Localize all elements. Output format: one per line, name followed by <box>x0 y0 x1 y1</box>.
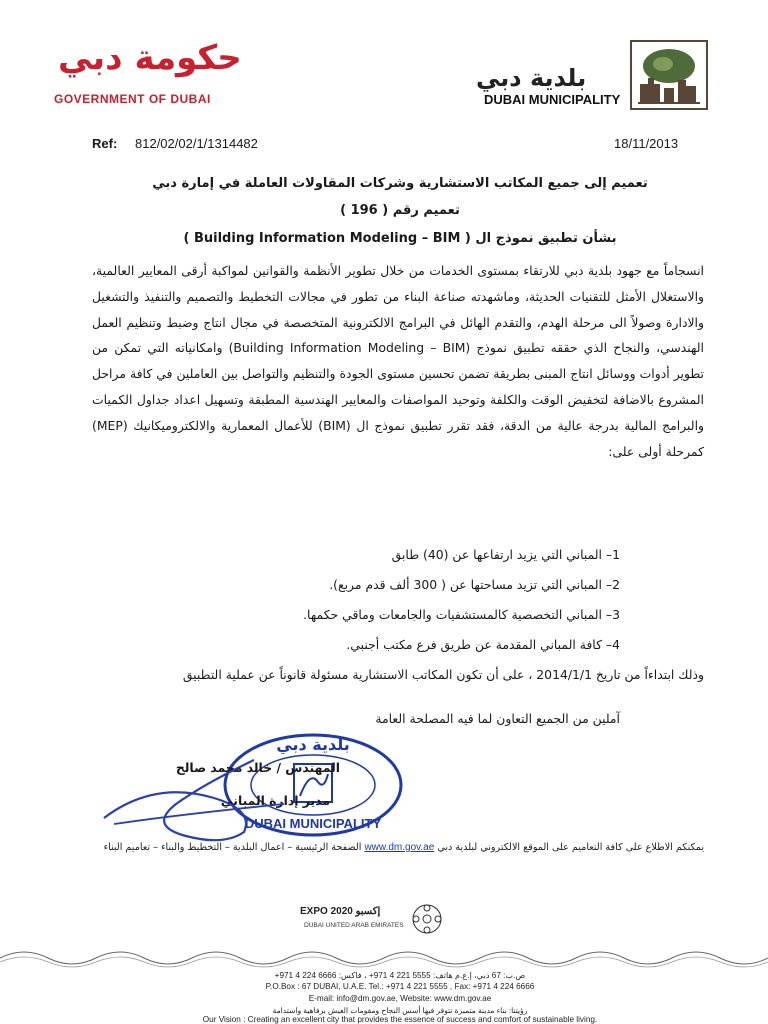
list-item: 4– كافة المباني المقدمة عن طريق فرع مكتب أجنبي. <box>346 637 620 652</box>
circular-subject: بشأن تطبيق نموذج ال ( Building Information Modeling – BIM ) <box>183 231 617 246</box>
signer-title: مدير إدارة المباني <box>220 793 330 808</box>
closing-remark: آملين من الجميع التعاون لما فيه المصلحة العامة <box>375 711 620 726</box>
footer-vision-arabic: رؤيتنا: بناء مدينة متميزة تتوفر فيها أسس النجاح ومقومات العيش برفاهية واستدامة <box>272 1006 528 1015</box>
dubai-municipality-logo-english: DUBAI MUNICIPALITY <box>484 92 621 107</box>
building-criteria-list <box>250 540 620 660</box>
stamp-english-text: DUBAI MUNICIPALITY <box>244 816 382 831</box>
footer-vision-english: Our Vision : Creating an excellent city that provides the essence of success and comfort of sustainable living. <box>202 1015 598 1024</box>
list-item: 1– المباني التي يزيد ارتفاعها عن (40) طابق <box>391 547 620 562</box>
expo-2020-emblem-icon <box>410 902 444 936</box>
signer-name: المهندس / خالد محمد صالح <box>175 760 340 775</box>
letter-date: 18/11/2013 <box>614 136 679 151</box>
dubai-municipality-emblem-icon <box>630 40 708 110</box>
website-note-path: الصفحة الرئيسية – اعمال البلدية – التخطيط والبناء – تعاميم البناء <box>103 842 362 853</box>
expo-2020-logo-title: EXPO 2020 إكسبو <box>300 906 381 917</box>
footer-contact: E-mail: info@dm.gov.ae, Website: www.dm.gov.ae <box>308 994 492 1003</box>
footer-address-english: P.O.Box : 67 DUBAI, U.A.E. Tel.: +971 4 221 5555 , Fax: +971 4 224 6666 <box>265 982 535 991</box>
ref-number: 812/02/02/1/1314482 <box>135 136 258 151</box>
website-note-text: يمكنكم الاطلاع على كافة التعاميم على الموقع الالكتروني لبلدية دبي <box>437 842 704 853</box>
ref-label: Ref: <box>92 136 118 151</box>
effective-date-statement: وذلك ابتداءاً من تاريخ 2014/1/1 ، على أن تكون المكاتب الاستشارية مسئولة قانوناً عن عملية التطبيق <box>182 667 704 682</box>
body-paragraph <box>92 258 704 464</box>
website-link[interactable]: www.dm.gov.ae <box>364 842 435 853</box>
circular-number: تعميم رقم ( 196 ) <box>340 203 460 218</box>
government-of-dubai-logo-english: GOVERNMENT OF DUBAI <box>54 92 211 106</box>
body-paragraph-text: انسجاماً مع جهود بلدية دبي للارتقاء بمستوى الخدمات من خلال تطوير الأنظمة والقوانين لمواكبة أرقى المعايير العالمية، والاستغلال الأمثل للتقنيات الحديثة، وماشهدته صناعة البناء من تطور في مجالات التخطيط والتصميم والتنفيذ والتشغيل والادارة وصولاً الى مرحلة الهدم، والتقدم الهائل في البرامج الالكترونية المتخصصة في مجال انتاج وضبط وتنظيم العمل الهندسي، والنجاح الذي حققه تطبيق نموذج (Building Information Modeling – BIM) وامكانياته التي تمكن من تطوير أدوات ووسائل انتاج المبنى بطريقة تضمن تحسين مستوى الجودة والتنظيم والتواصل بين العاملين في كافة مراحل المشروع بالاضافة لتخفيض الوقت والكلفة وتوحيد المواصفات والمعايير الهندسية المطبقة وتسهيل اعداد جداول الكميات والبرامج المالية بدرجة عالية من الدقة، فقد تقرر تطبيق نموذج ال (BIM) للأعمال المعمارية والالكتروميكانيك (MEP) كمرحلة أولى على: <box>92 263 704 459</box>
footer-decorative-wave <box>0 944 768 970</box>
website-note <box>100 840 704 856</box>
government-of-dubai-logo-arabic: حكومة دبي <box>58 38 242 78</box>
list-item: 3– المباني التخصصية كالمستشفيات والجامعات وماقي حكمها. <box>303 607 620 622</box>
dubai-municipality-logo-arabic: بلدية دبي <box>476 64 587 92</box>
handwritten-signature <box>94 740 294 850</box>
circular-title: تعميم إلى جميع المكاتب الاستشارية وشركات المقاولات العاملة في إمارة دبي <box>152 176 648 191</box>
list-item: 2– المباني التي تزيد مساحتها عن ( 300 ألف قدم مربع). <box>329 577 620 592</box>
expo-2020-logo-subtitle: DUBAI UNITED ARAB EMIRATES <box>304 922 404 929</box>
footer-address-arabic: ص.ب: 67 دبي، إ.ع.م هاتف: 5555 221 4 971+ ، فاكس: 6666 224 4 971+ <box>274 971 526 980</box>
stamp-arabic-text: بلدية دبي <box>276 735 350 754</box>
